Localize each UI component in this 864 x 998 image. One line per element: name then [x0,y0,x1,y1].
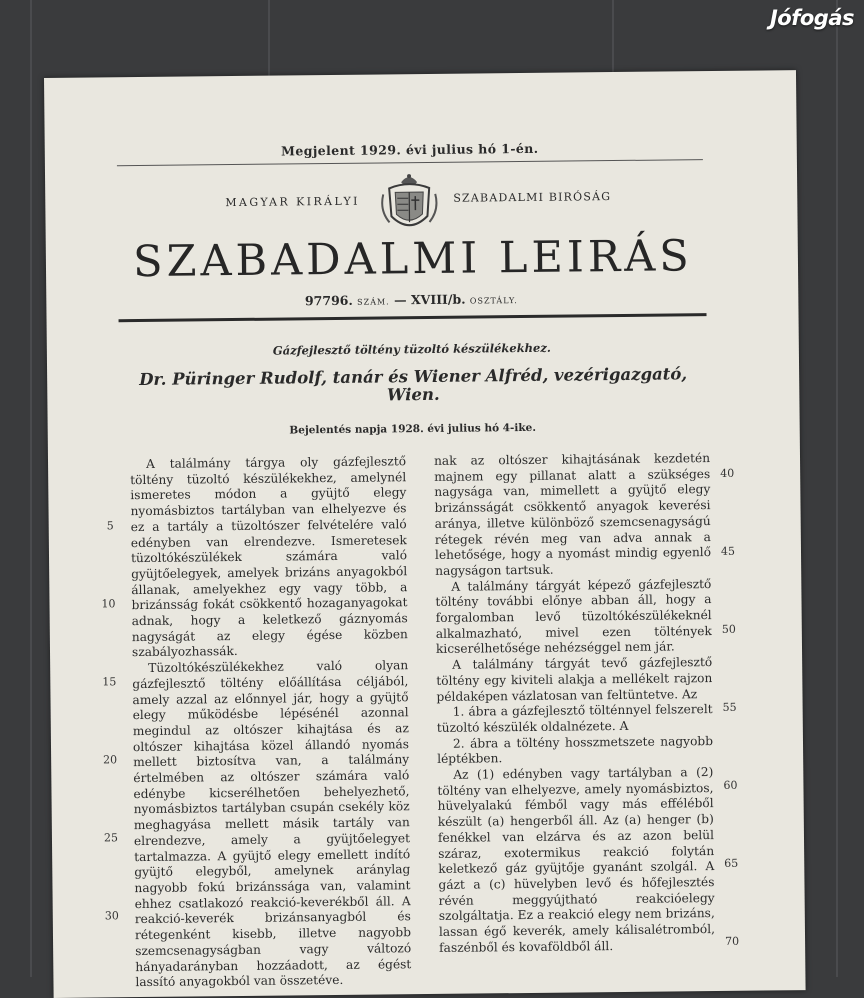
paragraph: A találmány tárgyát tevő gázfejlesztő töltény egy kiviteli alakja a mellékelt rajzon példaképen vázlatosan van feltüntetve. Az [436,655,712,705]
publication-date: Megjelent 1929. évi julius hó 1-én. [117,139,703,160]
filing-date: Bejelentés napja 1928. évi julius hó 4-ike. [120,420,706,438]
line-number: 5 [107,519,114,532]
line-number: 25 [104,831,118,844]
line-number: 30 [105,909,119,922]
class-label: OSZTÁLY. [470,296,518,306]
office-name-right: SZABADALMI BIRÓSÁG [453,190,611,205]
title-rule [119,313,707,322]
separator: — [394,292,407,307]
number-label: SZÁM. [357,297,390,306]
paragraph: Az (1) edényben vagy tartályban a (2) töltény van elhelyezve, amely nyomásbiztos, hüvelyalakú fémből vagy más efféléből készült (a) hengerből áll. Az (a) henger (b) fenékkel van elzárva és az azon belül száraz, exotermikus reakció folytán keletkező gáz gyüjtője gyanánt szolgál. A gázt a (c) hüvelyben levő és hőfejlesztés révén meggyújtható reakcióelegy szolgáltatja. Ez a reakció elegy nem brizáns, lassan égő keverék, amely kálisalétromból, faszénből és kovaföldből áll. [437,765,715,956]
patent-number: 97796. [305,293,353,309]
patent-authors: Dr. Püringer Rudolf, tanár és Wiener Alfréd, vezérigazgató, Wien. [111,365,715,407]
paragraph: A találmány tárgya oly gázfejlesztő töltény tüzoltó készülékekhez, amelynél ismeretes módon a gyüjtő elegy nyomásbiztos tartályban van elhelyezve és ez a tartály a tüzoltószer felvételére való edényben van elrendezve. Ismeretesek tüzoltókészülékek számára való gyüjtőelegyek, amelyek brizáns anyagokból állanak, amelyekhez egy vagy több, a brizánsság fokát csökkentő hozaganyagokat adnak, hogy a keletkező gáznyomás nagyságát az elegy égése közben szabályozhassák. [130,454,408,661]
office-header [117,167,704,239]
patent-number-line [118,289,704,310]
header-rule [117,159,703,166]
line-number: 50 [722,623,736,636]
paragraph: 2. ábra a töltény hosszmetszete nagyobb léptékben. [437,734,713,768]
paragraph: 1. ábra a gázfejlesztő tölténnyel felszerelt tüzoltó készülék oldalnézete. A [437,702,713,736]
line-number: 15 [102,675,116,688]
patent-class: XVIII/b. [411,292,466,308]
hungarian-coat-of-arms-icon [375,170,444,237]
office-name-left: MAGYAR KIRÁLYI [225,195,360,209]
document-title: SZABADALMI LEIRÁS [108,231,718,287]
patent-subject: Gázfejlesztő töltény tüzoltó készülékekhez. [119,339,705,359]
left-text-column [130,454,412,991]
line-number: 45 [721,545,735,558]
paragraph: A találmány tárgyát képező gázfejlesztő töltény további előnye abban áll, hogy a forgalomban levő tüzoltókészülékeknél alkalmazható, mivel ezen töltények kicserélhetősége nehézséggel nem jár. [435,577,712,658]
jofogas-watermark: Jófogás [770,6,854,30]
patent-document [44,70,806,998]
line-number: 70 [725,935,739,948]
line-number: 40 [720,467,734,480]
right-text-column [434,451,715,956]
line-number: 60 [723,779,737,792]
paragraph: Tüzoltókészülékekhez való olyan gázfejlesztő töltény előállítása céljából, amely azzal az előnnyel jár, hogy a gyüjtő elegy működésbe lépésénél azonnal megindul az oltószer kihajtása és az oltószer kihajtása közel állandó nyomás mellett biztosítva van, a találmány értelmében az oltószer számára való edénybe kicserélhetően behelyezhető, nyomásbiztos tartályban csupán csekély köz meghagyása mellett másik tartály van elrendezve, amely a gyüjtőelegyet tartalmazza. A gyüjtő elegy emellett indító gyüjtő elegyből, amelynek aránylag nagyobb fokú brizánssága van, valamint ehhez csatlakozó reakció-keverékből áll. A reakció-keverék brizánsanyagból és rétegenként kisebb, illetve nagyobb szemcsenagyságban vagy változó hányadarányban hozzáadott, az égést lassító anyagokból van összetéve. [132,658,411,991]
line-number: 65 [724,857,738,870]
paragraph: nak az oltószer kihajtásának kezdetén majnem egy pillanat alatt a szükséges nagysága van, mimellett a gyüjtő elegy brizánsságát csökkentő anyagok keverési aránya, illetve különböző szemcsenagyságú rétegek révén meg van adva annak a lehetősége, hogy a nyomást mindig egyenlő nagyságon tartsuk. [434,451,711,580]
line-number: 55 [723,701,737,714]
line-number: 20 [103,753,117,766]
line-number: 10 [101,597,115,610]
